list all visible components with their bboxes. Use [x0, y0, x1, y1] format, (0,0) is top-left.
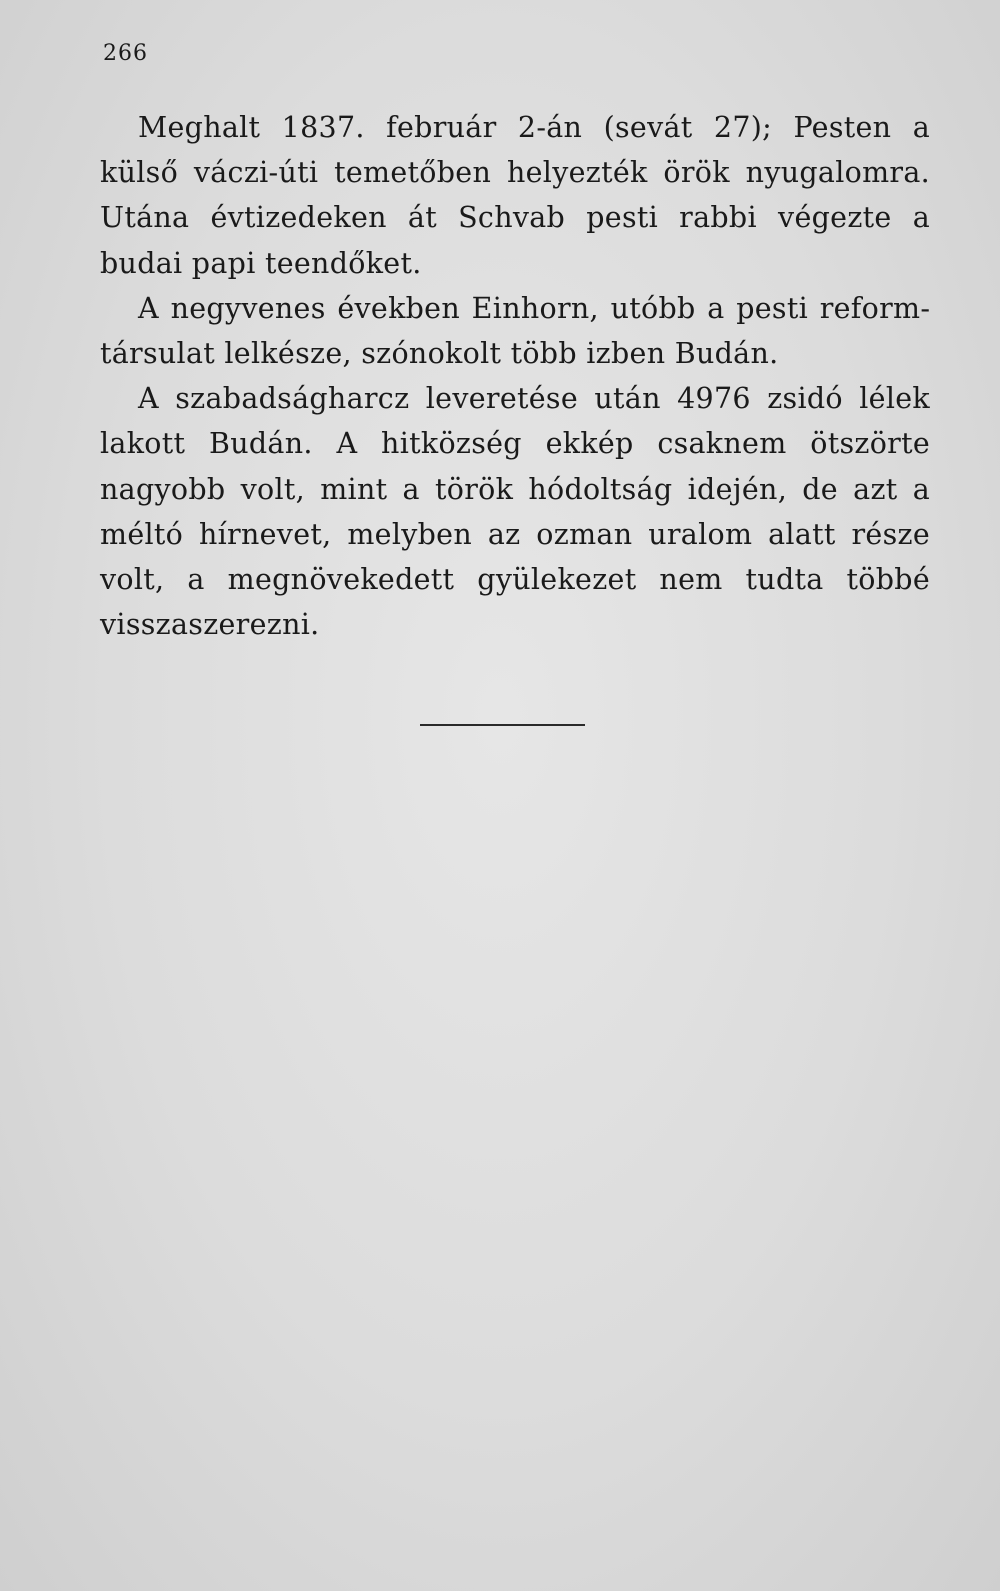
- section-end-rule: [420, 724, 585, 726]
- page-number: 266: [103, 41, 148, 66]
- body-text: [100, 105, 930, 647]
- paragraph-1: Meghalt 1837. február 2-án (sevát 27); Pesten a külső váczi-úti temetőben helyezték örök nyugalomra. Utána évtizedeken át Schvab pesti rabbi végezte a budai papi teendőket.: [100, 111, 930, 280]
- paragraph-3: A szabadságharcz leveretése után 4976 zsidó lélek lakott Budán. A hitközség ekkép csaknem ötszörte nagyobb volt, mint a török hódoltság idején, de azt a méltó hírnevet, melyben az ozman uralom alatt része volt, a megnövekedett gyülekezet nem tudta többé visszaszerezni.: [100, 382, 930, 642]
- paragraph-2: A negyvenes években Einhorn, utóbb a pesti reformtársulat lelkésze, szónokolt több izben Budán.: [100, 291, 930, 371]
